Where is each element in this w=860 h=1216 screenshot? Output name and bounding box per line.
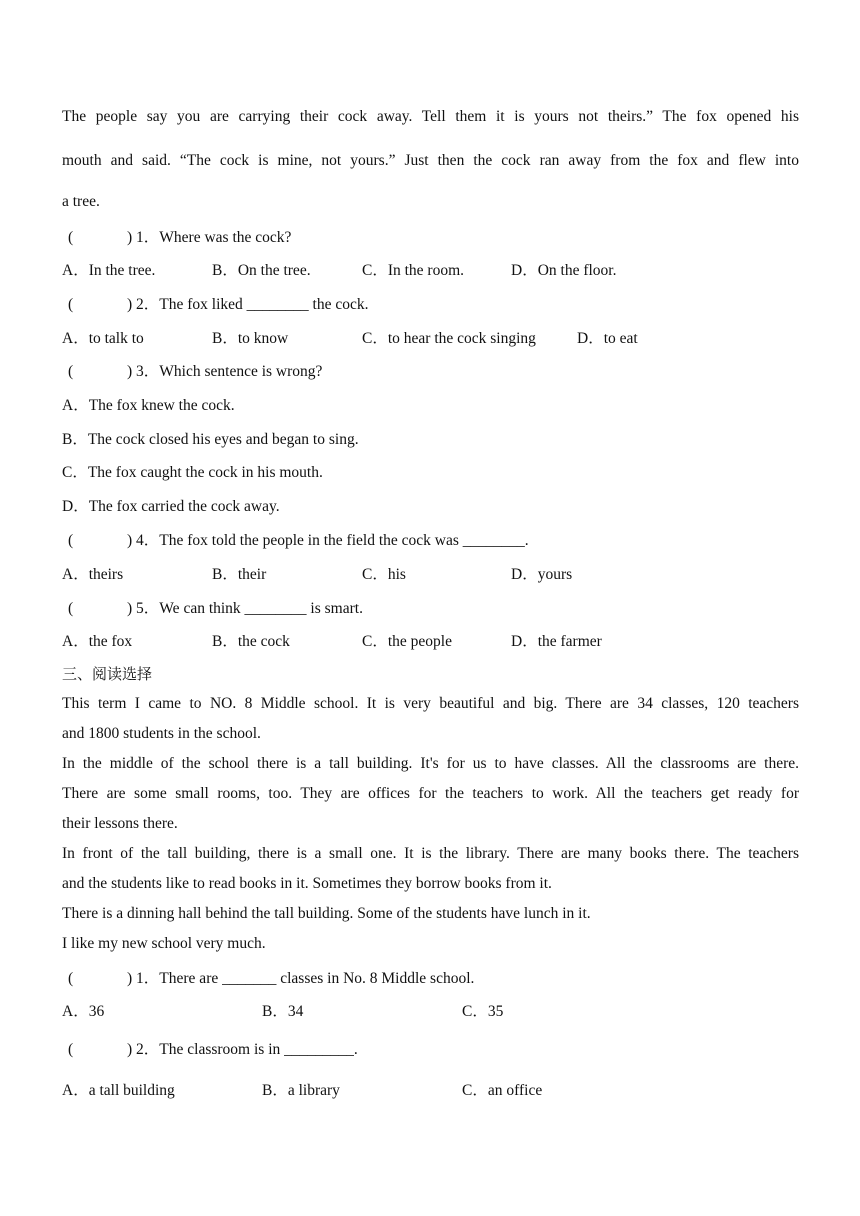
option-b: B．to know (212, 330, 289, 347)
answer-paren-close: ) (127, 1041, 133, 1058)
option-d: D．the farmer (511, 633, 602, 650)
options-row (62, 562, 802, 582)
passage-line: mouth and said. “The cock is mine, not yours.” Just then the cock ran away from the fox and flew into (62, 152, 799, 169)
question-text: 1．Where was the cock? (136, 229, 292, 246)
option-b: B．a library (262, 1082, 340, 1099)
option-b: B．34 (262, 1003, 304, 1020)
option-d: D．On the floor. (511, 262, 617, 279)
passage-line: This term I came to NO. 8 Middle school. It is very beautiful and big. There are 34 classes, 120 teachers (62, 695, 799, 712)
passage-line: In the middle of the school there is a tall building. It's for us to have classes. All the classrooms are there. (62, 755, 799, 772)
option-c: C．an office (462, 1082, 543, 1099)
option-c: C．35 (462, 1003, 504, 1020)
option-c: C．In the room. (362, 262, 465, 279)
option-b: B．The cock closed his eyes and began to sing. (62, 431, 359, 448)
passage-line: their lessons there. (62, 815, 178, 832)
option-b: B．the cock (212, 633, 290, 650)
question-5 (68, 596, 363, 618)
passage-line: I like my new school very much. (62, 935, 266, 952)
option-a: A．the fox (62, 633, 133, 650)
question-2 (68, 1037, 358, 1059)
answer-paren-open: ( (68, 970, 74, 987)
option-b: B．On the tree. (212, 262, 311, 279)
option-d: D．to eat (577, 330, 638, 347)
option-d: D．yours (511, 566, 573, 583)
answer-paren-open: ( (68, 229, 74, 246)
option-c: C．to hear the cock singing (362, 330, 536, 347)
option-a: A．The fox knew the cock. (62, 397, 235, 414)
options-row (62, 1078, 802, 1098)
answer-paren-open: ( (68, 296, 74, 313)
question-2 (68, 292, 369, 314)
answer-paren-open: ( (68, 600, 74, 617)
question-text: 5．We can think ________ is smart. (136, 600, 363, 617)
question-text: 4．The fox told the people in the field the cock was ________. (136, 532, 529, 549)
passage-line: The people say you are carrying their cock away. Tell them it is yours not theirs.” The fox opened his (62, 108, 799, 125)
question-text: 2．The fox liked ________ the cock. (136, 296, 369, 313)
option-b: B．their (212, 566, 267, 583)
option-c: C．the people (362, 633, 452, 650)
answer-paren-close: ) (127, 363, 133, 380)
passage-line: and 1800 students in the school. (62, 725, 261, 742)
section-heading: 三、阅读选择 (62, 665, 153, 683)
answer-paren-open: ( (68, 363, 74, 380)
option-c: C．The fox caught the cock in his mouth. (62, 464, 323, 481)
option-a: A．In the tree. (62, 262, 156, 279)
options-row (62, 629, 802, 649)
question-text: 2．The classroom is in _________. (136, 1041, 358, 1058)
answer-paren-open: ( (68, 1041, 74, 1058)
answer-paren-close: ) (127, 229, 133, 246)
option-a: A．a tall building (62, 1082, 175, 1099)
answer-paren-close: ) (127, 970, 133, 987)
question-4 (68, 528, 529, 550)
question-text: 1．There are _______ classes in No. 8 Middle school. (136, 970, 475, 987)
answer-paren-open: ( (68, 532, 74, 549)
answer-paren-close: ) (127, 532, 133, 549)
option-d: D．The fox carried the cock away. (62, 498, 280, 515)
answer-paren-close: ) (127, 600, 133, 617)
options-row (62, 326, 802, 346)
option-a: A．theirs (62, 566, 124, 583)
question-1 (68, 966, 474, 988)
passage-line: a tree. (62, 193, 100, 210)
option-a: A．36 (62, 1003, 105, 1020)
passage-line: and the students like to read books in it. Sometimes they borrow books from it. (62, 875, 552, 892)
answer-paren-close: ) (127, 296, 133, 313)
options-row (62, 258, 802, 278)
question-3 (68, 359, 322, 381)
question-text: 3．Which sentence is wrong? (136, 363, 323, 380)
passage-line: There is a dinning hall behind the tall building. Some of the students have lunch in it. (62, 905, 591, 922)
option-c: C．his (362, 566, 406, 583)
passage-line: In front of the tall building, there is a small one. It is the library. There are many books there. The teachers (62, 845, 799, 862)
options-row (62, 999, 802, 1019)
passage-line: There are some small rooms, too. They are offices for the teachers to work. All the teachers get ready for (62, 785, 799, 802)
question-1 (68, 225, 291, 247)
option-a: A．to talk to (62, 330, 144, 347)
